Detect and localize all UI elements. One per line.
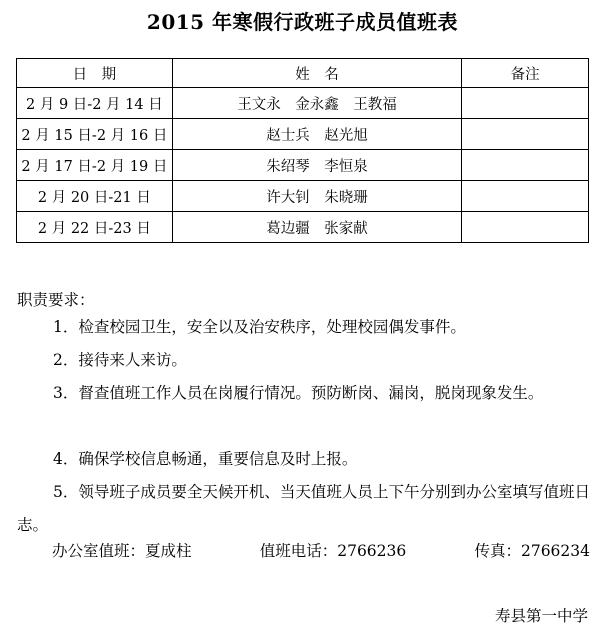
table-row [17,119,589,150]
row-note [462,181,589,212]
header-note: 备注 [462,59,589,88]
contact-line [17,539,590,561]
fax-number: 传真：2766234 [474,542,590,560]
row-names: 许大钊 朱晓珊 [172,181,461,212]
duty-item-4: 4．确保学校信息畅通，重要信息及时上报。 [53,450,358,468]
duty-item-5: 5．领导班子成员要全天候开机、当天值班人员上下午分别到办公室填写值班日志。 [17,483,590,534]
row-names: 朱绍琴 李恒泉 [172,150,461,181]
header-date: 日 期 [17,59,173,88]
table-row [17,150,589,181]
row-date: 2 月 17 日-2 月 19 日 [17,150,173,181]
page-title: 2015 年寒假行政班子成员值班表 [146,10,459,34]
duty-table [16,58,589,243]
row-note [462,150,589,181]
row-date: 2 月 22 日-23 日 [17,212,173,243]
table-row [17,212,589,243]
duty-item-1: 1．检查校园卫生，安全以及治安秩序，处理校园偶发事件。 [53,318,466,336]
duty-item-2: 2．接待来人来访。 [53,351,187,369]
row-note [462,88,589,119]
duties-heading: 职责要求： [17,291,95,309]
row-note [462,212,589,243]
row-names: 赵士兵 赵光旭 [172,119,461,150]
school-signature: 寿县第一中学 [494,607,588,625]
header-names: 姓 名 [172,59,461,88]
row-date: 2 月 9 日-2 月 14 日 [17,88,173,119]
table-row [17,181,589,212]
row-names: 王文永 金永鑫 王教福 [172,88,461,119]
row-names: 葛边疆 张家献 [172,212,461,243]
duty-item-3: 3．督查值班工作人员在岗履行情况。预防断岗、漏岗，脱岗现象发生。 [53,384,544,402]
row-date: 2 月 15 日-2 月 16 日 [17,119,173,150]
table-row [17,88,589,119]
duty-phone: 值班电话：2766236 [259,542,407,560]
office-duty: 办公室值班：夏成柱 [52,542,192,560]
row-date: 2 月 20 日-21 日 [17,181,173,212]
table-header-row [17,59,589,88]
row-note [462,119,589,150]
